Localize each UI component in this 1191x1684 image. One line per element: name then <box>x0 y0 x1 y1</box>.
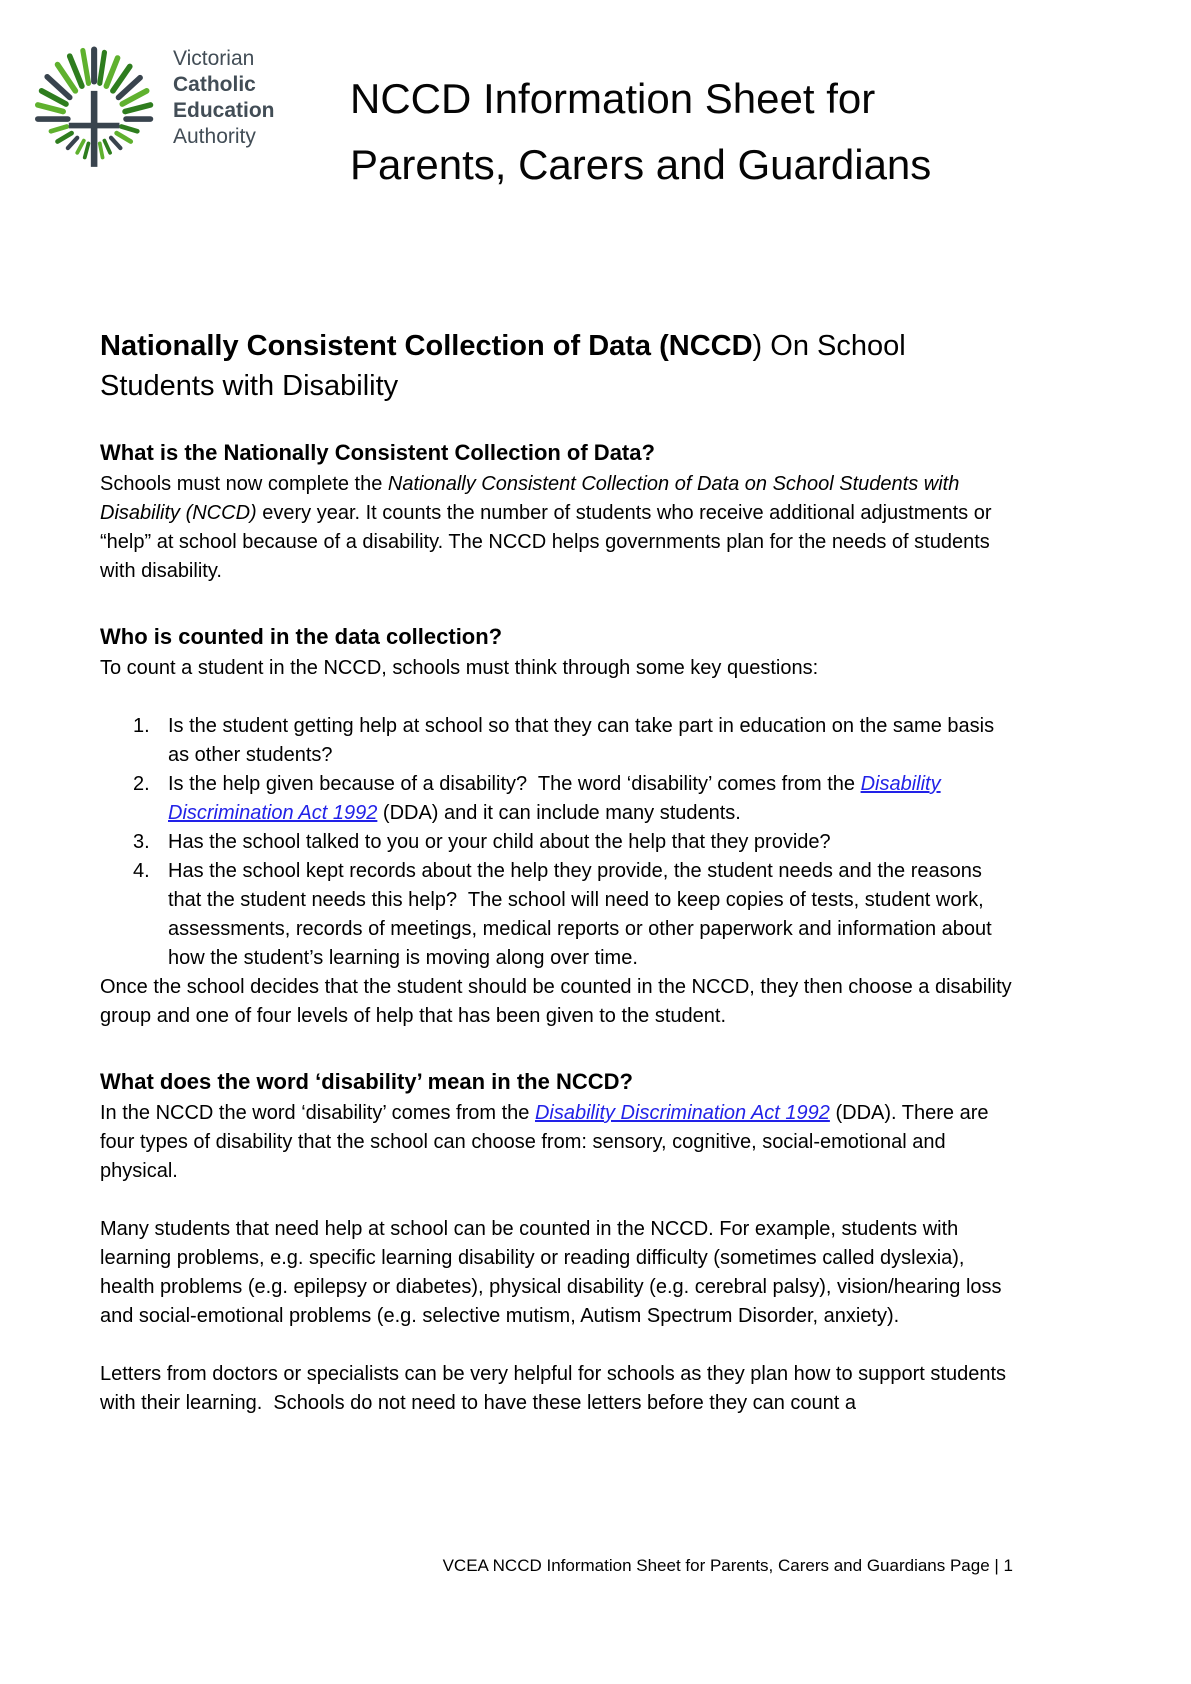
brand-line-authority: Authority <box>173 125 256 148</box>
list-item-text: Is the student getting help at school so that they can take part in education on the same basis as other students? <box>168 715 995 766</box>
brand-line-education: Education <box>173 99 275 122</box>
list-item <box>100 828 1016 857</box>
brand-line-catholic: Catholic <box>173 73 256 96</box>
dda-link[interactable]: Disability Discrimination Act 1992 <box>168 773 941 824</box>
paragraph-who-counted-outro: Once the school decides that the student should be counted in the NCCD, they then choose a disability group and one of four levels of help that has been given to the student. <box>100 976 1012 1027</box>
text-run: every year. It counts the number of students who receive additional adjustments or “help” at school because of a disability. The NCCD helps governments plan for the needs of students with disability. <box>100 502 992 582</box>
vcea-logo-icon <box>35 38 157 170</box>
document-title-line2: Parents, Carers and Guardians <box>350 141 932 188</box>
brand-wordmark <box>173 46 275 150</box>
text-run-italic: Nationally Consistent Collection of Data on School Students with Disability (NCCD) <box>100 473 960 524</box>
page-header <box>35 38 275 170</box>
text-run: (DDA) and it can include many students. <box>377 802 741 824</box>
paragraph-who-counted-intro: To count a student in the NCCD, schools must think through some key questions: <box>100 657 819 679</box>
main-heading-regular: ) On School Students with Disability <box>100 330 906 402</box>
paragraph-disability-meaning-2: Many students that need help at school can be counted in the NCCD. For example, students with learning problems, e.g. specific learning disability or reading difficulty (sometimes called dyslexia), health problems (e.g. epilepsy or diabetes), physical disability (e.g. cerebral palsy), vision/hearing loss and social-emotional problems (e.g. selective mutism, Autism Spectrum Disorder, anxiety). <box>100 1218 1002 1327</box>
list-number: 3. <box>133 831 150 853</box>
dda-link[interactable]: Disability Discrimination Act 1992 <box>534 1102 830 1124</box>
list-item <box>100 857 1016 973</box>
list-number: 1. <box>133 715 150 737</box>
brand-line-victorian: Victorian <box>173 47 255 70</box>
list-item <box>100 712 1016 770</box>
paragraph-what-is <box>100 470 1016 586</box>
list-number: 2. <box>133 773 150 795</box>
main-heading <box>100 326 1016 406</box>
page-footer: VCEA NCCD Information Sheet for Parents, Carers and Guardians Page | 1 <box>442 1556 1013 1575</box>
list-item <box>100 770 1016 828</box>
list-number: 4. <box>133 860 150 882</box>
text-run: Is the help given because of a disability? The word ‘disability’ comes from the <box>168 773 861 795</box>
main-heading-bold: Nationally Consistent Collection of Data (NCCD <box>100 330 753 362</box>
paragraph-disability-meaning-1 <box>100 1099 1016 1186</box>
section-heading-who-counted: Who is counted in the data collection? <box>100 624 503 649</box>
document-title-line1: NCCD Information Sheet for <box>350 75 876 122</box>
key-questions-list <box>100 712 1016 973</box>
section-heading-disability-meaning: What does the word ‘disability’ mean in the NCCD? <box>100 1069 633 1094</box>
text-run: Schools must now complete the <box>100 473 388 495</box>
document-body <box>100 326 1016 1418</box>
text-run: (DDA). There are four types of disability that the school can choose from: sensory, cognitive, social-emotional and physical. <box>100 1102 989 1182</box>
list-item-text <box>168 770 1016 828</box>
list-item-text: Has the school talked to you or your child about the help that they provide? <box>168 831 831 853</box>
section-heading-what-is: What is the Nationally Consistent Collection of Data? <box>100 440 655 465</box>
paragraph-disability-meaning-3: Letters from doctors or specialists can be very helpful for schools as they plan how to support students with their learning. Schools do not need to have these letters before they can count a <box>100 1363 1007 1414</box>
document-title <box>350 66 931 198</box>
list-item-text: Has the school kept records about the help they provide, the student needs and the reasons that the student needs this help? The school will need to keep copies of tests, student work, assessments, records of meetings, medical reports or other paperwork and information about how the student’s learning is moving along over time. <box>168 860 992 969</box>
text-run: In the NCCD the word ‘disability’ comes from the <box>100 1102 535 1124</box>
